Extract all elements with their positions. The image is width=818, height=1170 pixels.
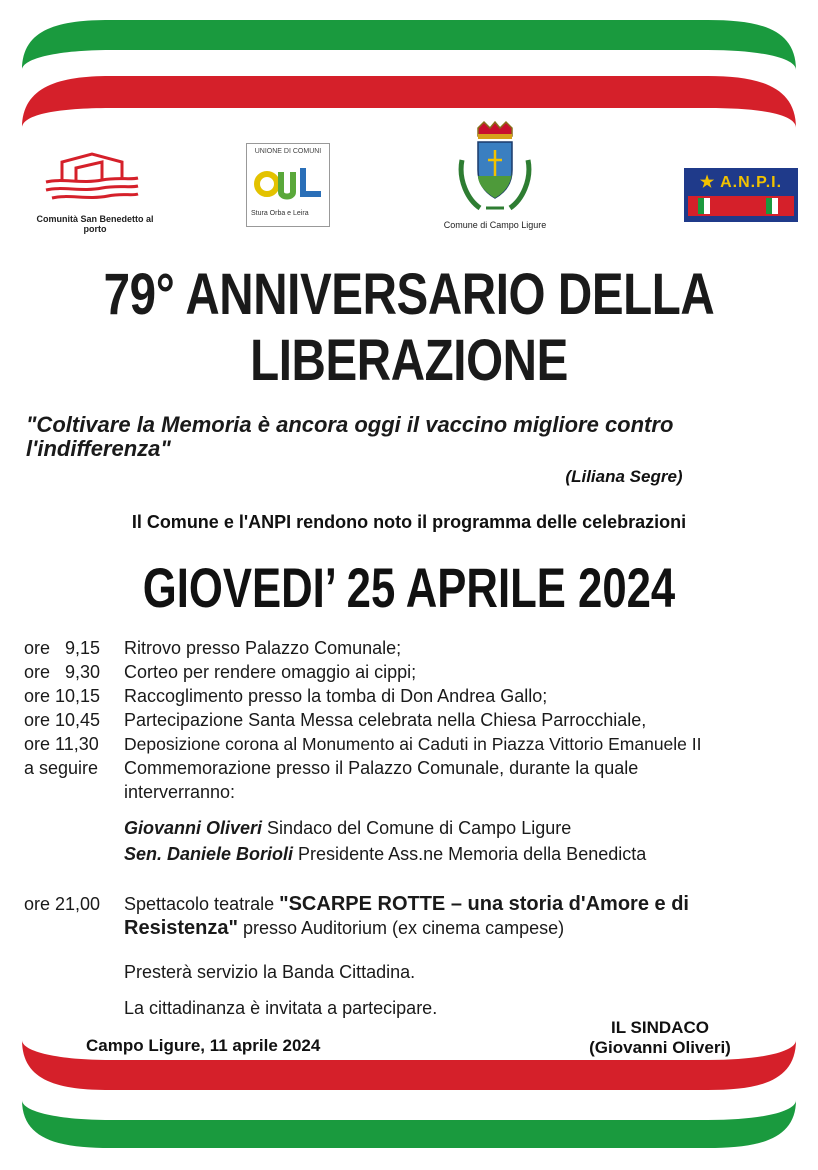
campo-ligure-logo <box>430 120 560 235</box>
program-time: ore 9,15 <box>24 638 101 658</box>
intro-text: Il Comune e l'ANPI rendono noto il programma delle celebrazioni <box>131 512 687 532</box>
comunita-caption: Comunità San Benedetto al porto <box>36 214 154 234</box>
speaker-name: Sen. Daniele Borioli <box>124 844 294 864</box>
anpi-text: A.N.P.I. <box>720 174 783 191</box>
program-desc: Deposizione corona al Monumento ai Caduti in Piazza Vittorio Emanuele II <box>124 734 702 754</box>
title-line-2: LIBERAZIONE <box>250 328 568 393</box>
program-time: ore 9,30 <box>24 662 101 682</box>
speaker-role: Sindaco del Comune di Campo Ligure <box>262 818 572 838</box>
program-time: ore 10,45 <box>24 710 101 730</box>
program-desc: Corteo per rendere omaggio ai cippi; <box>124 662 417 682</box>
unione-logo <box>246 143 330 227</box>
unione-top-text: UNIONE DI COMUNI <box>254 148 322 155</box>
program-time: ore 11,30 <box>24 734 99 754</box>
anpi-logo <box>684 168 798 222</box>
quote-author: (Liliana Segre) <box>565 467 683 486</box>
event-date: GIOVEDI’ 25 APRILE 2024 <box>142 556 676 619</box>
signature-name: (Giovanni Oliveri) <box>589 1038 731 1057</box>
top-tricolor-band <box>0 0 818 140</box>
house-boat-icon <box>42 150 142 206</box>
program-desc: Ritrovo presso Palazzo Comunale; <box>124 638 402 658</box>
quote-text: "Coltivare la Memoria è ancora oggi il vaccino migliore contro l'indifferenza" <box>26 412 674 461</box>
program-desc: Partecipazione Santa Messa celebrata nella Chiesa Parrocchiale, <box>124 710 647 730</box>
comunita-logo <box>30 150 160 234</box>
evening-prefix: Spettacolo teatrale <box>124 894 280 914</box>
campo-ligure-caption: Comune di Campo Ligure <box>443 220 547 230</box>
evening-time: ore 21,00 <box>24 894 101 914</box>
program-desc: Commemorazione presso il Palazzo Comunale, durante la quale interverranno: <box>124 758 639 802</box>
place-date: Campo Ligure, 11 aprile 2024 <box>86 1036 321 1055</box>
unione-bottom-text: Stura Orba e Leira <box>251 210 309 217</box>
program-time: ore 10,15 <box>24 686 101 706</box>
show-title: "SCARPE ROTTE – una storia d'Amore e di Resistenza" <box>124 893 689 939</box>
signature-title: IL SINDACO <box>611 1018 709 1037</box>
program-desc: Raccoglimento presso la tomba di Don Andrea Gallo; <box>124 686 548 706</box>
unione-mark-icon <box>253 162 323 202</box>
note-invite: La cittadinanza è invitata a partecipare. <box>124 998 438 1018</box>
program-time: a seguire <box>24 758 99 778</box>
title-line-1: 79° ANNIVERSARIO DELLA <box>103 262 715 327</box>
speaker-role: Presidente Ass.ne Memoria della Benedicta <box>293 844 647 864</box>
evening-suffix: presso Auditorium (ex cinema campese) <box>237 918 565 938</box>
speaker-name: Giovanni Oliveri <box>124 818 263 838</box>
coat-of-arms-icon <box>450 120 540 216</box>
star-icon: ★ <box>699 174 716 191</box>
anpi-ribbon <box>688 196 794 216</box>
note-band: Presterà servizio la Banda Cittadina. <box>124 962 416 982</box>
